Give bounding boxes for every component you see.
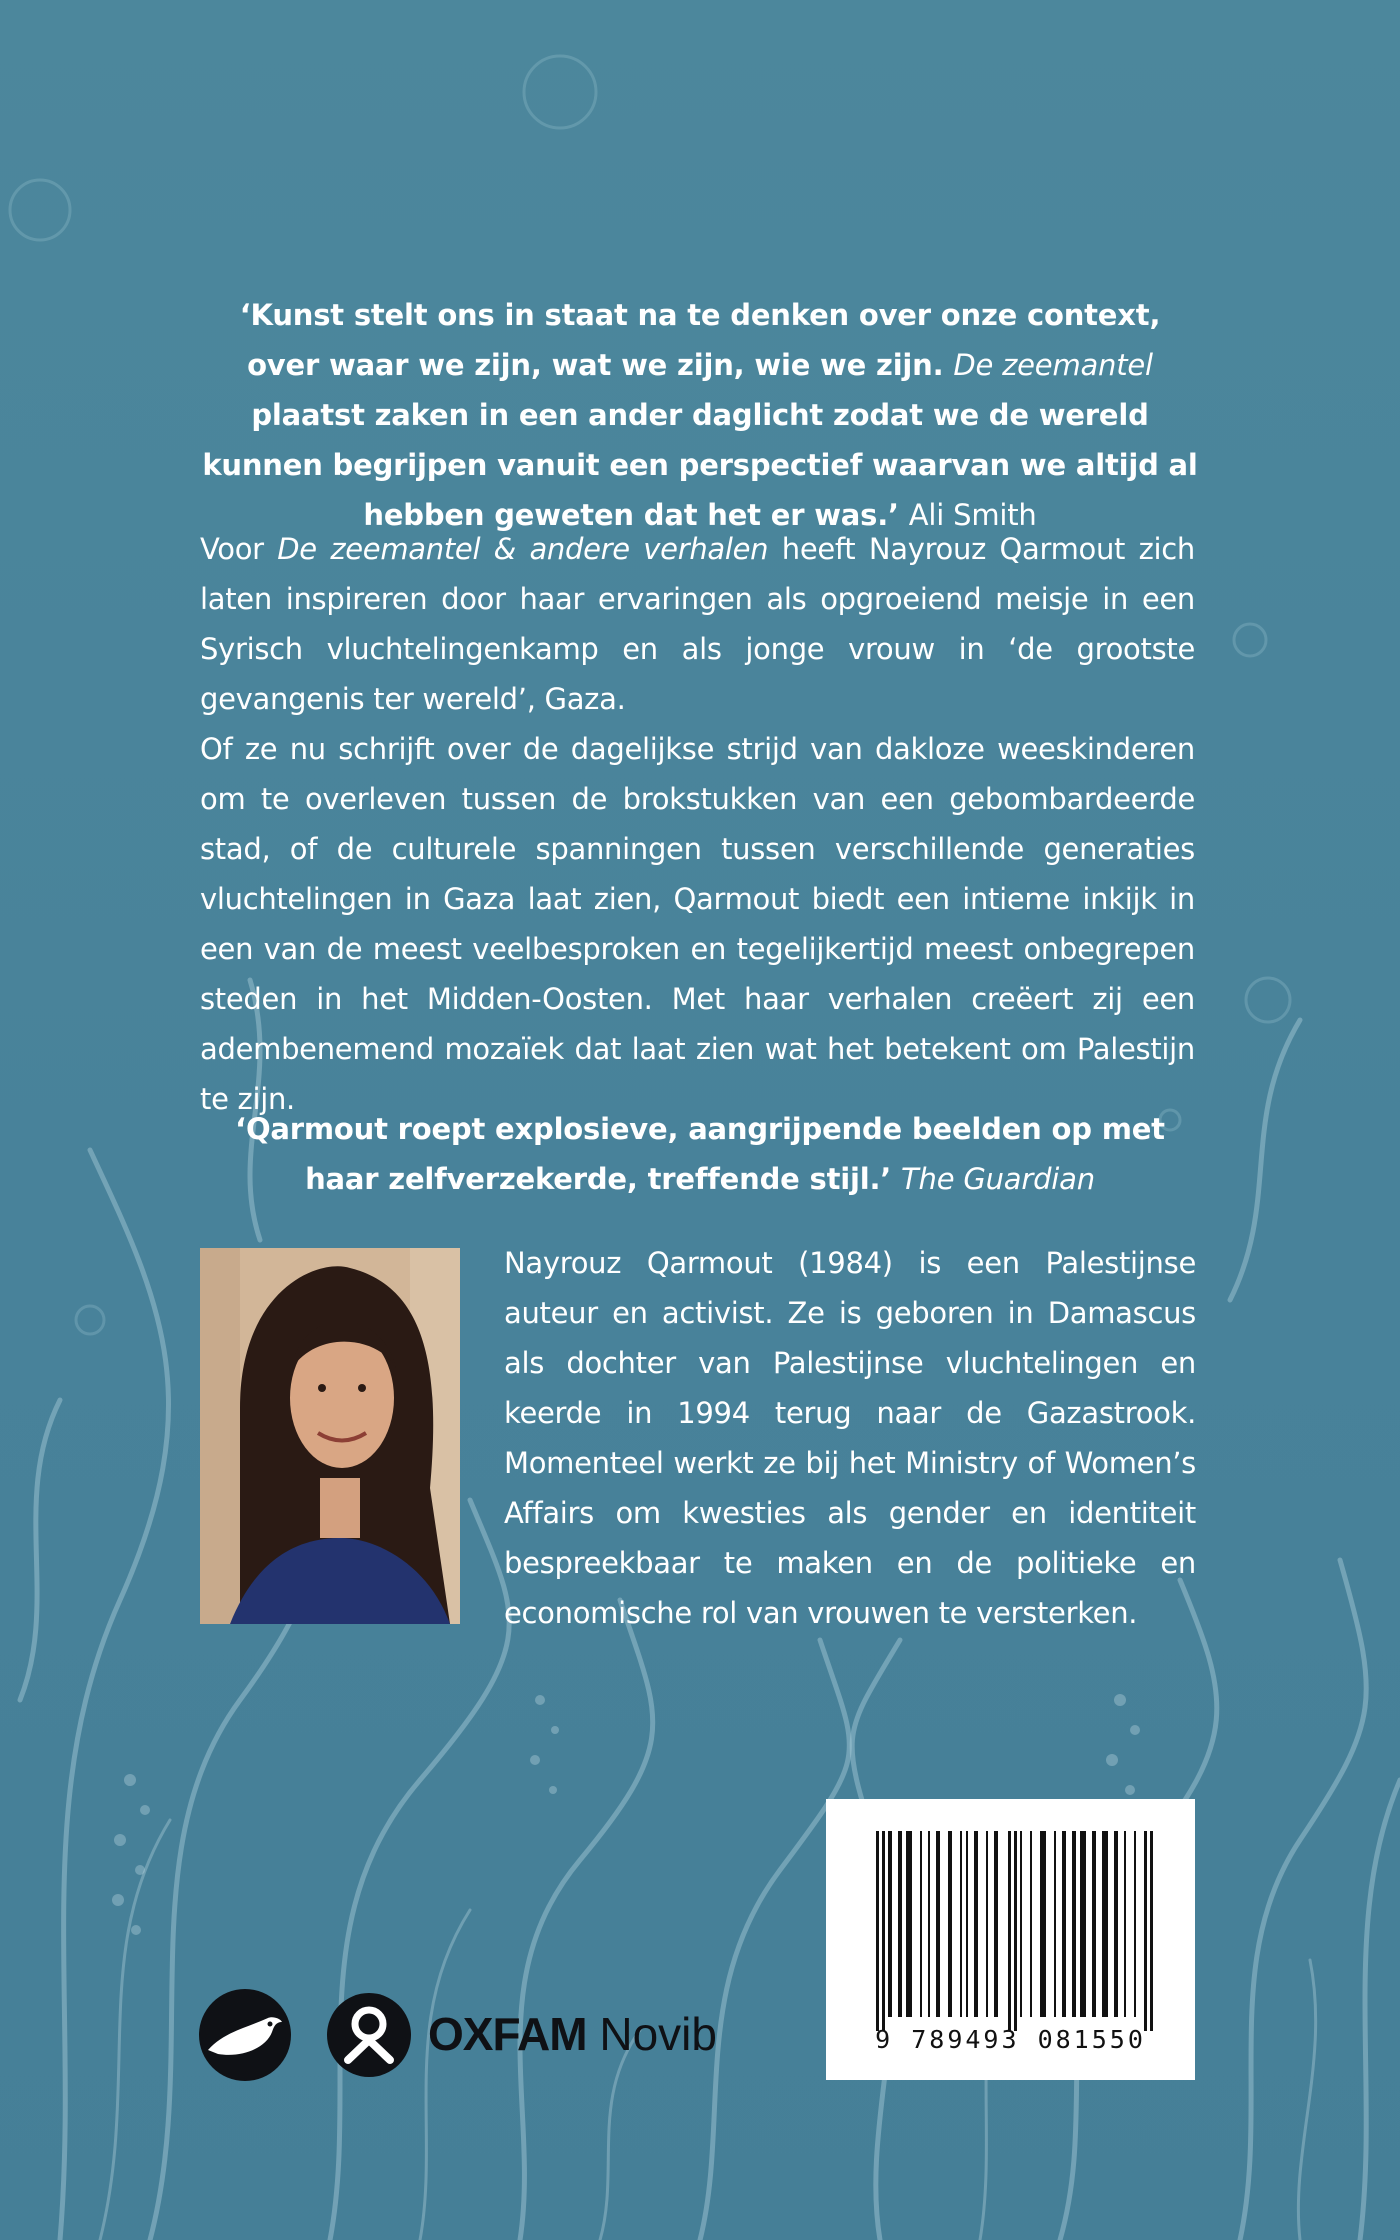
barcode-bar: [1054, 1831, 1056, 2017]
isbn-barcode: [826, 1799, 1195, 2080]
opening-quote: [200, 290, 1200, 540]
barcode-bar: [1008, 1831, 1011, 2031]
oxfam-suffix: Novib: [599, 2008, 717, 2060]
barcode-bar: [1062, 1831, 1066, 2017]
description-paragraph: Of ze nu schrijft over de dagelijkse strijd van dakloze weeskinderen om te overleven tussen de brokstukken van een gebombardeerde stad, of de culturele spanningen tussen verschillende generaties vluchtelingen in Gaza laat zien, Qarmout biedt een intieme inkijk in een van de meest veelbesproken en tegelijkertijd meest onbegrepen steden in het Midden-Oosten. Met haar verhalen creëert zij een adembenemend mozaïek dat laat zien wat het betekent om Palestijn te zijn.: [200, 732, 1195, 1116]
oxfam-name: OXFAM: [428, 2008, 587, 2060]
oxfam-novib-logo: [428, 2004, 717, 2064]
barcode-bar: [1102, 1831, 1108, 2017]
barcode-bar: [1072, 1831, 1076, 2017]
barcode-bar: [928, 1831, 930, 2017]
barcode-bar: [1144, 1831, 1147, 2031]
quote-text-continued: plaatst zaken in een ander daglicht zodat we de wereld kunnen begrijpen vanuit een perspectief waarvan we altijd al hebben geweten dat het er was.’: [202, 398, 1198, 532]
barcode-bar: [876, 1831, 879, 2031]
description-paragraph: [200, 524, 1195, 724]
book-title: De zeemantel: [953, 348, 1153, 382]
barcode-bar: [1040, 1831, 1046, 2017]
book-title-full: De zeemantel & andere verhalen: [277, 532, 769, 566]
barcode-bar: [906, 1831, 912, 2017]
barcode-bar: [1124, 1831, 1126, 2017]
quote-attribution: Ali Smith: [908, 498, 1037, 532]
isbn-number: 9 789493 081550: [875, 2025, 1146, 2054]
review-quote: [200, 1104, 1200, 1204]
book-description: [200, 524, 1195, 1124]
barcode-bar: [1114, 1831, 1118, 2017]
barcode-bar: [1134, 1831, 1136, 2017]
barcode-bar: [1092, 1831, 1096, 2017]
barcode-bar: [898, 1831, 902, 2017]
barcode-bar: [882, 1831, 885, 2031]
barcode-bar: [1020, 1831, 1022, 2017]
barcode-bar: [974, 1831, 978, 2017]
barcode-bar: [966, 1831, 968, 2017]
barcode-bar: [888, 1831, 892, 2017]
description-text: Voor: [200, 532, 278, 566]
description-text: heeft Nayrouz Qarmout zich laten inspireren door haar ervaringen als opgroeiend meisje in een Syrisch vluchtelingenkamp en als jonge vrouw in ‘de grootste gevangenis ter wereld’, Gaza.: [200, 532, 1196, 716]
oxfam-person-icon: [326, 1992, 412, 2078]
author-photo: [200, 1248, 460, 1624]
barcode-bar: [920, 1831, 922, 2017]
quote-attribution: The Guardian: [901, 1162, 1095, 1196]
barcode-bar: [948, 1831, 952, 2017]
barcode-bar: [994, 1831, 998, 2017]
author-bio: Nayrouz Qarmout (1984) is een Palestijnse auteur en activist. Ze is geboren in Damascus als dochter van Palestijnse vluchtelingen en keerde in 1994 terug naar de Gazastrook. Momenteel werkt ze bij het Ministry of Women’s Affairs om kwesties als gender en identiteit bespreekbaar te maken en de politieke en economische rol van vrouwen te versterken.: [504, 1246, 1196, 1630]
quote-text: ‘Kunst stelt ons in staat na te denken over onze context, over waar we zijn, wat we zijn, wie we zijn.: [239, 298, 1161, 382]
barcode-bar: [1080, 1831, 1086, 2017]
barcode-bar: [1030, 1831, 1032, 2017]
barcode-bar: [960, 1831, 962, 2017]
barcode-bar: [986, 1831, 988, 2017]
barcode-bar: [1014, 1831, 1017, 2031]
barcode-bar: [1150, 1831, 1153, 2031]
barcode-bar: [936, 1831, 940, 2017]
quote-text: ‘Qarmout roept explosieve, aangrijpende beelden op met haar zelfverzekerde, treffende stijl.’: [235, 1112, 1165, 1196]
bird-icon: [198, 1988, 292, 2082]
